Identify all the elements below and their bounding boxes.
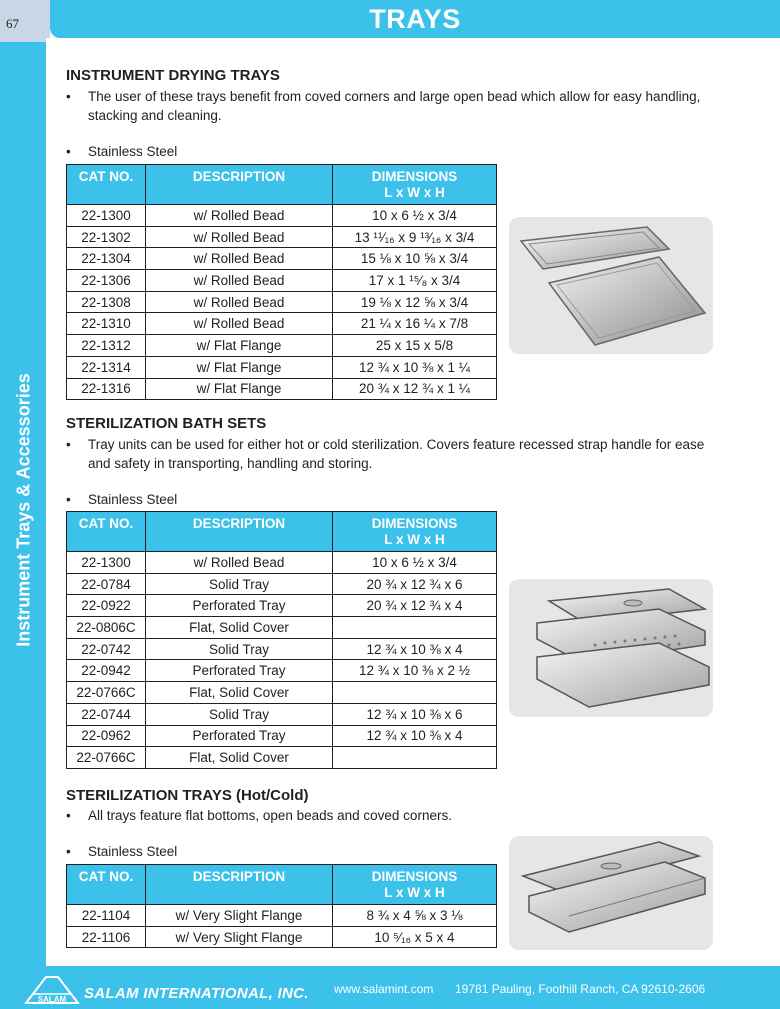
table-row	[67, 682, 497, 704]
col-header-cat-no: CAT NO.	[67, 512, 146, 552]
dimensions-label: DIMENSIONS	[371, 869, 458, 884]
col-header-description: DESCRIPTION	[146, 865, 333, 905]
dimensions-label: DIMENSIONS	[371, 516, 458, 531]
description-cell: w/ Rolled Bead	[146, 248, 333, 270]
dimensions-cell: 21 ¼ x 16 ¼ x 7/8	[333, 313, 497, 335]
bullet: •	[66, 808, 71, 823]
table-row	[67, 356, 497, 378]
logo-text: SALAM	[37, 995, 67, 1004]
col-header-description: DESCRIPTION	[146, 165, 333, 205]
description-cell: w/ Rolled Bead	[146, 313, 333, 335]
cat-no-cell: 22-1300	[67, 552, 146, 574]
dimensions-cell: 12 ¾ x 10 ⅜ x 4	[333, 638, 497, 660]
table-row	[67, 248, 497, 270]
description-cell: w/ Flat Flange	[146, 378, 333, 400]
bath-set-illustration	[509, 579, 713, 717]
table-row	[67, 905, 497, 927]
drying-trays-photo	[509, 217, 713, 354]
table-row	[67, 552, 497, 574]
cat-no-cell: 22-0766C	[67, 682, 146, 704]
website-link[interactable]: www.salamint.com	[334, 982, 434, 996]
description-cell: w/ Rolled Bead	[146, 270, 333, 292]
bath-set-photo	[509, 579, 713, 717]
description-cell: Flat, Solid Cover	[146, 682, 333, 704]
description-cell: Perforated Tray	[146, 595, 333, 617]
dimensions-unit-label: L x W x H	[384, 185, 445, 200]
table-row	[67, 226, 497, 248]
dimensions-cell: 13 ¹¹⁄₁₆ x 9 ¹³⁄₁₆ x 3/4	[333, 226, 497, 248]
material-text: Stainless Steel	[88, 844, 178, 859]
description-cell: w/ Rolled Bead	[146, 291, 333, 313]
spec-table-bath-sets	[66, 511, 497, 769]
side-bar-gutter	[46, 38, 54, 966]
section-description	[66, 87, 706, 125]
material-line	[66, 490, 706, 509]
description-text: Tray units can be used for either hot or cold sterilization. Covers feature recessed strap handle for ease and safety in transporting, handling and storing.	[88, 437, 705, 471]
cat-no-cell: 22-1106	[67, 926, 146, 948]
col-header-dimensions	[333, 865, 497, 905]
dimensions-cell: 12 ¾ x 10 ⅜ x 6	[333, 703, 497, 725]
cat-no-cell: 22-1302	[67, 226, 146, 248]
company-name: SALAM INTERNATIONAL, INC.	[84, 985, 309, 1002]
table-row	[67, 378, 497, 400]
cat-no-cell: 22-1308	[67, 291, 146, 313]
dimensions-cell: 10 x 6 ½ x 3/4	[333, 552, 497, 574]
company-logo	[24, 975, 82, 1009]
table-header-row	[67, 512, 497, 552]
description-cell: w/ Flat Flange	[146, 356, 333, 378]
table-header-row	[67, 865, 497, 905]
description-cell: w/ Rolled Bead	[146, 205, 333, 227]
company-address: 19781 Pauling, Foothill Ranch, CA 92610-2606	[455, 982, 706, 996]
cat-no-cell: 22-1310	[67, 313, 146, 335]
table-row	[67, 270, 497, 292]
cat-no-cell: 22-0766C	[67, 747, 146, 769]
description-cell: w/ Very Slight Flange	[146, 926, 333, 948]
side-category-label: Instrument Trays & Accessories	[13, 373, 34, 647]
description-cell: Solid Tray	[146, 573, 333, 595]
table-row	[67, 291, 497, 313]
title-banner	[50, 0, 780, 38]
description-cell: Perforated Tray	[146, 725, 333, 747]
table-row	[67, 335, 497, 357]
section-description	[66, 806, 706, 825]
dimensions-cell: 12 ¾ x 10 ⅜ x 4	[333, 725, 497, 747]
description-cell: Perforated Tray	[146, 660, 333, 682]
material-line	[66, 142, 706, 161]
dimensions-cell	[333, 682, 497, 704]
description-cell: Flat, Solid Cover	[146, 617, 333, 639]
description-cell: Solid Tray	[146, 703, 333, 725]
dimensions-cell: 10 ⁵⁄₁₆ x 5 x 4	[333, 926, 497, 948]
sterilization-trays-illustration	[509, 836, 713, 950]
salam-logo-icon	[24, 975, 82, 1005]
table-row	[67, 595, 497, 617]
dimensions-cell: 25 x 15 x 5/8	[333, 335, 497, 357]
table-row	[67, 725, 497, 747]
cat-no-cell: 22-1306	[67, 270, 146, 292]
dimensions-cell: 12 ¾ x 10 ⅜ x 2 ½	[333, 660, 497, 682]
description-cell: w/ Rolled Bead	[146, 226, 333, 248]
cat-no-cell: 22-1300	[67, 205, 146, 227]
cat-no-cell: 22-0962	[67, 725, 146, 747]
page-number-tab	[0, 0, 50, 42]
material-text: Stainless Steel	[88, 144, 178, 159]
section-heading-bath-sets: STERILIZATION BATH SETS	[66, 415, 267, 432]
cat-no-cell: 22-1312	[67, 335, 146, 357]
cat-no-cell: 22-0742	[67, 638, 146, 660]
spec-table-drying-trays	[66, 164, 497, 400]
table-row	[67, 573, 497, 595]
dimensions-cell: 17 x 1 ¹⁵⁄₈ x 3/4	[333, 270, 497, 292]
dimensions-cell: 19 ⅛ x 12 ⅝ x 3/4	[333, 291, 497, 313]
description-cell: Solid Tray	[146, 638, 333, 660]
dimensions-unit-label: L x W x H	[384, 885, 445, 900]
dimensions-cell: 20 ¾ x 12 ¾ x 1 ¼	[333, 378, 497, 400]
material-text: Stainless Steel	[88, 492, 178, 507]
page-title: TRAYS	[369, 4, 461, 34]
cat-no-cell: 22-1314	[67, 356, 146, 378]
dimensions-cell: 12 ¾ x 10 ⅜ x 1 ¼	[333, 356, 497, 378]
cat-no-cell: 22-0942	[67, 660, 146, 682]
cat-no-cell: 22-1316	[67, 378, 146, 400]
table-row	[67, 617, 497, 639]
description-cell: Flat, Solid Cover	[146, 747, 333, 769]
dimensions-cell	[333, 617, 497, 639]
cat-no-cell: 22-0744	[67, 703, 146, 725]
section-heading-drying-trays: INSTRUMENT DRYING TRAYS	[66, 67, 280, 84]
description-cell: w/ Rolled Bead	[146, 552, 333, 574]
description-cell: w/ Flat Flange	[146, 335, 333, 357]
bullet: •	[66, 492, 71, 507]
col-header-description: DESCRIPTION	[146, 512, 333, 552]
table-row	[67, 638, 497, 660]
table-row	[67, 660, 497, 682]
dimensions-label: DIMENSIONS	[371, 169, 458, 184]
dimensions-cell: 15 ⅛ x 10 ⅝ x 3/4	[333, 248, 497, 270]
bullet: •	[66, 437, 71, 452]
dimensions-cell: 20 ¾ x 12 ¾ x 4	[333, 595, 497, 617]
col-header-cat-no: CAT NO.	[67, 865, 146, 905]
table-row	[67, 313, 497, 335]
bullet: •	[66, 844, 71, 859]
table-header-row	[67, 165, 497, 205]
spec-table-sterilization-trays	[66, 864, 497, 948]
section-heading-sterilization-trays: STERILIZATION TRAYS (Hot/Cold)	[66, 787, 309, 804]
cat-no-cell: 22-1104	[67, 905, 146, 927]
dimensions-cell: 20 ¾ x 12 ¾ x 6	[333, 573, 497, 595]
drying-trays-illustration	[509, 217, 713, 354]
dimensions-cell	[333, 747, 497, 769]
table-row	[67, 926, 497, 948]
description-cell: w/ Very Slight Flange	[146, 905, 333, 927]
cat-no-cell: 22-0784	[67, 573, 146, 595]
table-row	[67, 747, 497, 769]
col-header-cat-no: CAT NO.	[67, 165, 146, 205]
cat-no-cell: 22-1304	[67, 248, 146, 270]
col-header-dimensions	[333, 512, 497, 552]
dimensions-cell: 8 ¾ x 4 ⅝ x 3 ⅛	[333, 905, 497, 927]
bullet: •	[66, 89, 71, 104]
section-description	[66, 435, 706, 473]
sterilization-trays-photo	[509, 836, 713, 950]
page-number: 67	[6, 16, 19, 31]
cat-no-cell: 22-0922	[67, 595, 146, 617]
col-header-dimensions	[333, 165, 497, 205]
dimensions-cell: 10 x 6 ½ x 3/4	[333, 205, 497, 227]
description-text: All trays feature flat bottoms, open beads and coved corners.	[88, 808, 452, 823]
table-row	[67, 703, 497, 725]
description-text: The user of these trays benefit from coved corners and large open bead which allow for easy handling, stacking and cleaning.	[88, 89, 701, 123]
table-row	[67, 205, 497, 227]
dimensions-unit-label: L x W x H	[384, 532, 445, 547]
cat-no-cell: 22-0806C	[67, 617, 146, 639]
bullet: •	[66, 144, 71, 159]
